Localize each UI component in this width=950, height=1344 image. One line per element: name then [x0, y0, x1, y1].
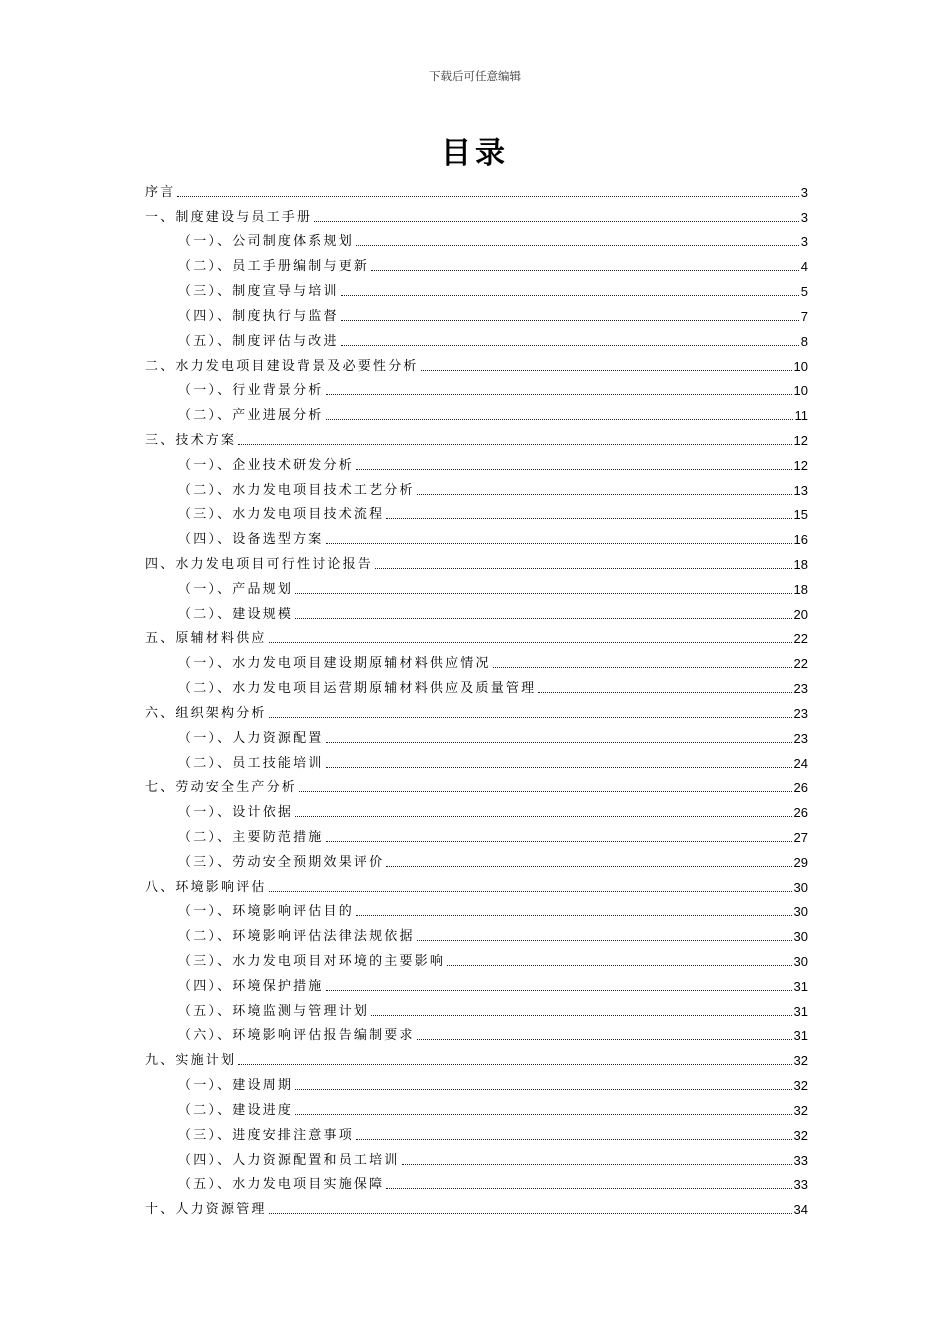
toc-dot-leader: [417, 939, 792, 941]
toc-dot-leader: [386, 1187, 791, 1189]
toc-entry[interactable]: [145, 994, 808, 1019]
toc-entry[interactable]: [145, 597, 808, 622]
toc-entry[interactable]: [145, 944, 808, 969]
toc-dot-leader: [417, 1038, 792, 1040]
toc-entry-page-number: 30: [793, 954, 808, 969]
toc-dot-leader: [269, 1212, 792, 1214]
toc-entry-page-number: 31: [793, 1028, 808, 1044]
toc-entry-page-number: 31: [793, 978, 808, 994]
toc-dot-leader: [493, 666, 792, 668]
toc-entry-page-number: 5: [800, 284, 808, 300]
toc-entry[interactable]: [145, 200, 808, 225]
toc-dot-leader: [371, 269, 799, 271]
toc-entry-page-number: 10: [793, 358, 808, 374]
toc-entry-page-number: 3: [800, 234, 808, 250]
toc-entry[interactable]: [145, 473, 808, 498]
toc-entry-page-number: 26: [793, 805, 808, 821]
toc-entry[interactable]: [145, 1143, 808, 1168]
toc-dot-leader: [299, 790, 792, 792]
toc-entry[interactable]: [145, 895, 808, 920]
toc-entry[interactable]: [145, 274, 808, 299]
toc-dot-leader: [538, 691, 791, 693]
toc-dot-leader: [326, 418, 793, 420]
toc-entry-label: （四）、设备选型方案: [178, 532, 324, 548]
toc-entry-page-number: 3: [800, 184, 808, 200]
toc-dot-leader: [356, 1138, 792, 1140]
toc-dot-leader: [295, 617, 791, 619]
toc-entry-label: 四、水力发电项目可行性讨论报告: [145, 557, 374, 572]
toc-entry-label: 八、环境影响评估: [145, 879, 267, 895]
toc-entry-page-number: 30: [793, 929, 808, 945]
toc-entry-page-number: 8: [800, 333, 808, 349]
page-title: 目录: [441, 136, 509, 171]
table-of-contents: [145, 175, 808, 1217]
toc-entry[interactable]: [145, 225, 808, 250]
toc-entry[interactable]: [145, 1019, 808, 1044]
toc-entry-label: （四）、环境保护措施: [178, 978, 324, 994]
toc-entry-label: （二）、建设进度: [178, 1102, 294, 1118]
toc-dot-leader: [371, 1014, 791, 1016]
toc-entry-label: （二）、建设规模: [178, 606, 294, 622]
toc-entry-label: （三）、制度宣导与培训: [178, 284, 339, 300]
toc-dot-leader: [238, 443, 791, 445]
toc-entry[interactable]: [145, 671, 808, 696]
toc-entry[interactable]: [145, 646, 808, 671]
toc-entry[interactable]: [145, 522, 808, 547]
toc-dot-leader: [402, 1163, 792, 1165]
toc-entry[interactable]: [145, 498, 808, 523]
toc-entry[interactable]: [145, 299, 808, 324]
toc-dot-leader: [295, 815, 791, 817]
toc-entry-label: 七、劳动安全生产分析: [145, 780, 298, 796]
toc-entry-page-number: 18: [793, 557, 808, 572]
toc-dot-leader: [295, 1113, 791, 1115]
toc-entry-label: （一）、设计依据: [178, 805, 294, 821]
toc-dot-leader: [326, 741, 792, 743]
toc-entry-page-number: 30: [793, 879, 808, 895]
toc-dot-leader: [417, 493, 792, 495]
toc-entry[interactable]: [145, 572, 808, 597]
toc-dot-leader: [375, 567, 792, 569]
toc-entry-page-number: 33: [793, 1152, 808, 1168]
toc-entry-page-number: 32: [793, 1127, 808, 1143]
toc-entry[interactable]: [145, 795, 808, 820]
toc-entry-page-number: 23: [793, 681, 808, 697]
toc-entry-label: 二、水力发电项目建设背景及必要性分析: [145, 358, 419, 374]
toc-entry-page-number: 18: [793, 581, 808, 597]
toc-entry-page-number: 20: [793, 606, 808, 622]
toc-entry-label: 三、技术方案: [145, 432, 237, 448]
toc-entry-label: 序言: [145, 184, 176, 200]
toc-entry[interactable]: [145, 398, 808, 423]
toc-entry-label: （五）、环境监测与管理计划: [178, 1003, 370, 1019]
toc-entry[interactable]: [145, 324, 808, 349]
toc-entry[interactable]: [145, 845, 808, 870]
toc-entry-label: （一）、建设周期: [178, 1078, 294, 1094]
toc-entry[interactable]: [145, 448, 808, 473]
toc-entry-label: （一）、企业技术研发分析: [178, 457, 354, 473]
toc-entry-page-number: 33: [793, 1177, 808, 1193]
toc-dot-leader: [177, 195, 798, 197]
toc-dot-leader: [326, 542, 792, 544]
toc-entry-page-number: 7: [800, 308, 808, 324]
toc-entry[interactable]: [145, 1118, 808, 1143]
toc-entry-label: 十、人力资源管理: [145, 1202, 267, 1218]
toc-dot-leader: [314, 220, 799, 222]
toc-entry[interactable]: [145, 1068, 808, 1093]
toc-dot-leader: [326, 989, 792, 991]
toc-entry-label: 五、原辅材料供应: [145, 631, 267, 647]
toc-dot-leader: [326, 766, 792, 768]
toc-entry[interactable]: [145, 1168, 808, 1193]
toc-entry-page-number: 32: [793, 1102, 808, 1118]
toc-entry[interactable]: [145, 622, 808, 647]
toc-entry[interactable]: [145, 771, 808, 796]
toc-entry-page-number: 32: [793, 1078, 808, 1094]
toc-entry[interactable]: [145, 249, 808, 274]
toc-entry-page-number: 22: [793, 656, 808, 672]
toc-entry[interactable]: [145, 547, 808, 572]
toc-entry[interactable]: [145, 349, 808, 374]
toc-entry-page-number: 11: [794, 408, 808, 424]
toc-dot-leader: [356, 468, 792, 470]
toc-entry-label: （二）、员工手册编制与更新: [178, 259, 370, 275]
toc-entry[interactable]: [145, 374, 808, 399]
toc-entry[interactable]: [145, 175, 808, 200]
toc-entry-label: （三）、进度安排注意事项: [178, 1127, 354, 1143]
toc-entry[interactable]: [145, 423, 808, 448]
toc-dot-leader: [421, 369, 792, 371]
toc-dot-leader: [295, 1088, 791, 1090]
toc-entry-label: （一）、产品规划: [178, 581, 294, 597]
toc-dot-leader: [238, 1063, 791, 1065]
toc-entry-page-number: 3: [800, 209, 808, 225]
toc-entry-label: （二）、水力发电项目运营期原辅材料供应及质量管理: [178, 681, 537, 697]
toc-entry-label: 一、制度建设与员工手册: [145, 209, 313, 225]
toc-dot-leader: [386, 517, 791, 519]
toc-entry-page-number: 31: [793, 1003, 808, 1019]
toc-entry-page-number: 27: [793, 829, 808, 845]
toc-entry-page-number: 23: [793, 730, 808, 746]
toc-dot-leader: [295, 592, 791, 594]
toc-entry-label: （五）、水力发电项目实施保障: [178, 1177, 385, 1193]
toc-dot-leader: [326, 840, 792, 842]
toc-entry-page-number: 10: [793, 383, 808, 399]
toc-entry-page-number: 13: [793, 482, 808, 498]
toc-entry[interactable]: [145, 820, 808, 845]
toc-entry-page-number: 4: [800, 259, 808, 275]
toc-entry-page-number: 26: [793, 780, 808, 796]
toc-entry[interactable]: [145, 696, 808, 721]
toc-entry-label: （二）、员工技能培训: [178, 755, 324, 771]
toc-entry-label: （一）、环境影响评估目的: [178, 904, 354, 920]
toc-dot-leader: [269, 716, 792, 718]
toc-dot-leader: [356, 914, 792, 916]
toc-dot-leader: [269, 641, 792, 643]
toc-entry-page-number: 34: [793, 1202, 808, 1218]
toc-dot-leader: [269, 890, 792, 892]
toc-entry-label: （六）、环境影响评估报告编制要求: [178, 1028, 415, 1044]
toc-entry-page-number: 16: [793, 532, 808, 548]
page-header: 下载后可任意编辑: [429, 69, 521, 83]
toc-entry-page-number: 23: [793, 705, 808, 721]
toc-entry-page-number: 29: [793, 854, 808, 870]
toc-dot-leader: [341, 294, 799, 296]
toc-entry-page-number: 30: [793, 904, 808, 920]
toc-dot-leader: [326, 393, 792, 395]
toc-entry-label: （一）、行业背景分析: [178, 383, 324, 399]
toc-entry-label: （四）、人力资源配置和员工培训: [178, 1152, 400, 1168]
toc-dot-leader: [356, 244, 799, 246]
toc-entry-page-number: 24: [793, 755, 808, 771]
toc-entry-label: （四）、制度执行与监督: [178, 308, 339, 324]
toc-dot-leader: [447, 964, 791, 966]
toc-entry-page-number: 12: [793, 432, 808, 448]
toc-entry-label: （三）、水力发电项目对环境的主要影响: [178, 954, 446, 969]
toc-entry-page-number: 12: [793, 457, 808, 473]
toc-entry-label: （一）、公司制度体系规划: [178, 234, 354, 250]
toc-entry-label: （二）、环境影响评估法律法规依据: [178, 929, 415, 945]
toc-dot-leader: [341, 344, 799, 346]
toc-entry[interactable]: [145, 1192, 808, 1217]
toc-dot-leader: [341, 319, 799, 321]
toc-entry[interactable]: [145, 919, 808, 944]
toc-entry-label: （二）、产业进展分析: [178, 408, 324, 424]
toc-entry[interactable]: [145, 969, 808, 994]
toc-entry-label: （三）、水力发电项目技术流程: [178, 507, 385, 523]
toc-entry-label: （二）、水力发电项目技术工艺分析: [178, 482, 415, 498]
toc-entry-page-number: 32: [793, 1053, 808, 1069]
toc-entry[interactable]: [145, 721, 808, 746]
toc-entry[interactable]: [145, 1093, 808, 1118]
toc-entry-label: 九、实施计划: [145, 1053, 237, 1069]
toc-entry-page-number: 22: [793, 631, 808, 647]
toc-entry-label: （一）、水力发电项目建设期原辅材料供应情况: [178, 656, 491, 672]
toc-entry-label: 六、组织架构分析: [145, 705, 267, 721]
toc-entry-label: （三）、劳动安全预期效果评价: [178, 854, 385, 870]
toc-entry[interactable]: [145, 746, 808, 771]
toc-entry[interactable]: [145, 870, 808, 895]
toc-entry[interactable]: [145, 1043, 808, 1068]
toc-dot-leader: [386, 865, 791, 867]
toc-entry-label: （二）、主要防范措施: [178, 829, 324, 845]
toc-entry-label: （一）、人力资源配置: [178, 730, 324, 746]
toc-entry-label: （五）、制度评估与改进: [178, 333, 339, 349]
toc-entry-page-number: 15: [793, 507, 808, 523]
